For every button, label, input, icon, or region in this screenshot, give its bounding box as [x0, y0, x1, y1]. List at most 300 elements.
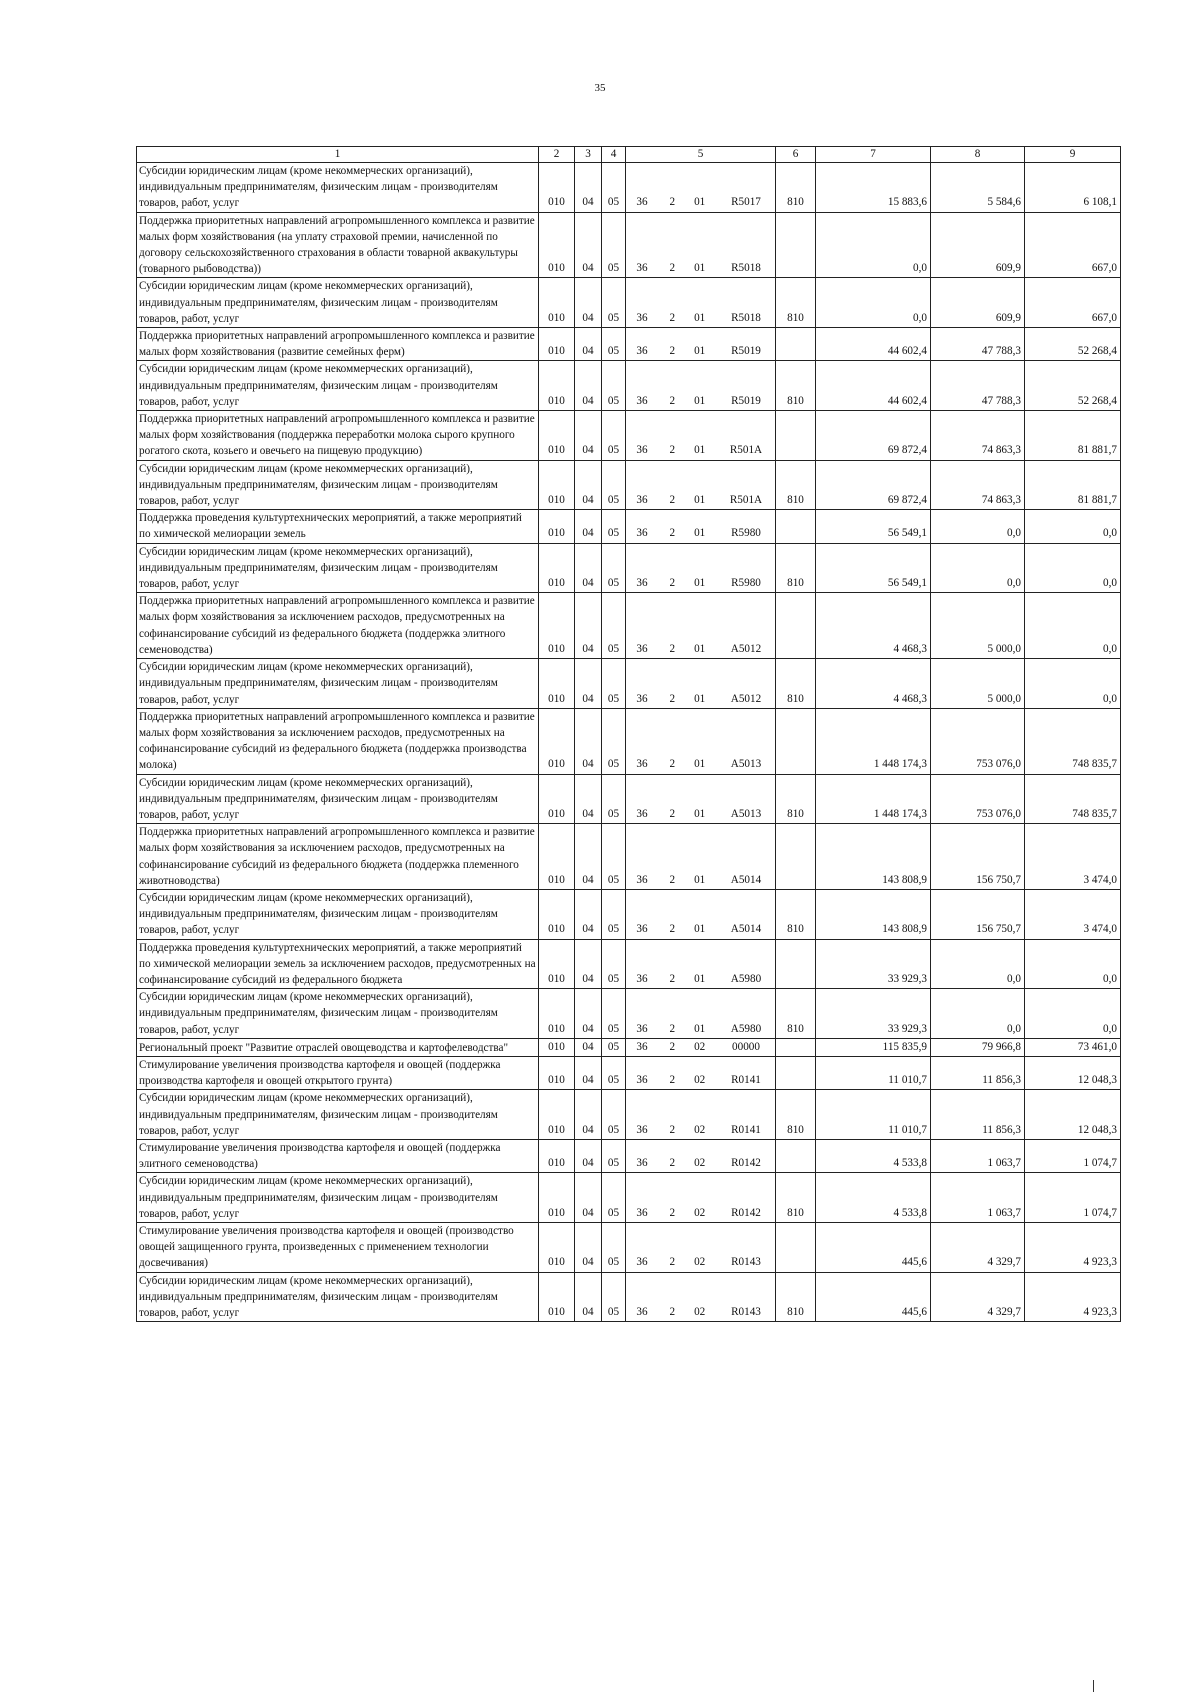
row-ministry-code: 010 [539, 543, 575, 593]
row-target-article [626, 659, 776, 709]
row-section-code: 04 [575, 1139, 602, 1172]
row-amount-col7: 44 602,4 [816, 361, 931, 411]
target-event: 01 [694, 972, 706, 985]
page-number: 35 [594, 82, 606, 94]
row-section-code: 04 [575, 278, 602, 328]
target-event: 01 [694, 345, 706, 358]
row-amount-col8: 5 584,6 [931, 163, 1025, 213]
target-subprogram: 2 [669, 972, 676, 985]
table-row [137, 708, 1121, 774]
target-subprogram: 2 [669, 311, 676, 324]
row-name: Субсидии юридическим лицам (кроме некоммерческих организаций), индивидуальным предпринимателям, физическим лицам - производителям товаров, работ, услуг [137, 460, 539, 510]
row-name: Субсидии юридическим лицам (кроме некоммерческих организаций), индивидуальным предпринимателям, физическим лицам - производителям товаров, работ, услуг [137, 889, 539, 939]
target-direction: R501A [729, 444, 763, 457]
row-subsection-code: 05 [602, 278, 626, 328]
row-amount-col8: 47 788,3 [931, 361, 1025, 411]
row-amount-col9: 4 923,3 [1025, 1272, 1121, 1322]
row-subsection-code: 05 [602, 708, 626, 774]
row-ministry-code: 010 [539, 460, 575, 510]
row-amount-col8: 4 329,7 [931, 1223, 1025, 1273]
row-target-article [626, 1090, 776, 1140]
target-event: 02 [694, 1157, 706, 1170]
row-ministry-code: 010 [539, 1056, 575, 1089]
row-amount-col7: 33 929,3 [816, 939, 931, 989]
row-subsection-code: 05 [602, 659, 626, 709]
row-section-code: 04 [575, 989, 602, 1039]
target-program: 36 [636, 1123, 648, 1136]
row-amount-col8: 74 863,3 [931, 411, 1025, 461]
row-amount-col9: 6 108,1 [1025, 163, 1121, 213]
table-row [137, 328, 1121, 361]
row-amount-col9: 4 923,3 [1025, 1223, 1121, 1273]
target-subprogram: 2 [669, 394, 676, 407]
target-program: 36 [636, 1306, 648, 1319]
row-section-code: 04 [575, 1223, 602, 1273]
row-amount-col7: 69 872,4 [816, 411, 931, 461]
header-cell: 6 [776, 147, 816, 163]
target-direction: R0141 [731, 1123, 761, 1136]
target-program: 36 [636, 972, 648, 985]
row-amount-col8: 156 750,7 [931, 889, 1025, 939]
target-subprogram: 2 [669, 494, 676, 507]
target-direction: R0143 [731, 1256, 761, 1269]
row-target-article [626, 1056, 776, 1089]
row-ministry-code: 010 [539, 593, 575, 659]
row-amount-col9: 52 268,4 [1025, 361, 1121, 411]
row-amount-col9: 81 881,7 [1025, 460, 1121, 510]
row-target-article [626, 543, 776, 593]
row-expense-type [776, 1139, 816, 1172]
target-subprogram: 2 [669, 1123, 676, 1136]
row-amount-col7: 445,6 [816, 1223, 931, 1273]
target-program: 36 [636, 1206, 648, 1219]
target-event: 01 [694, 262, 706, 275]
row-expense-type [776, 510, 816, 543]
target-event: 01 [694, 196, 706, 209]
target-subprogram: 2 [669, 345, 676, 358]
row-ministry-code: 010 [539, 1038, 575, 1056]
target-subprogram: 2 [669, 873, 676, 886]
row-subsection-code: 05 [602, 163, 626, 213]
row-subsection-code: 05 [602, 510, 626, 543]
row-ministry-code: 010 [539, 328, 575, 361]
row-section-code: 04 [575, 889, 602, 939]
row-ministry-code: 010 [539, 889, 575, 939]
row-section-code: 04 [575, 411, 602, 461]
target-direction: A5980 [730, 1022, 762, 1035]
row-expense-type [776, 708, 816, 774]
row-amount-col9: 0,0 [1025, 543, 1121, 593]
row-amount-col7: 4 533,8 [816, 1173, 931, 1223]
row-amount-col8: 1 063,7 [931, 1173, 1025, 1223]
target-event: 01 [694, 923, 706, 936]
target-program: 36 [636, 1074, 648, 1087]
row-target-article [626, 361, 776, 411]
target-event: 02 [694, 1123, 706, 1136]
target-program: 36 [636, 577, 648, 590]
table-row [137, 1272, 1121, 1322]
target-direction: A5012 [730, 692, 762, 705]
row-section-code: 04 [575, 543, 602, 593]
header-cell: 3 [575, 147, 602, 163]
target-direction: A5013 [730, 807, 762, 820]
table-row [137, 889, 1121, 939]
row-amount-col7: 4 533,8 [816, 1139, 931, 1172]
row-amount-col9: 667,0 [1025, 278, 1121, 328]
row-amount-col8: 5 000,0 [931, 659, 1025, 709]
row-target-article [626, 1038, 776, 1056]
row-amount-col8: 0,0 [931, 939, 1025, 989]
row-name: Субсидии юридическим лицам (кроме некоммерческих организаций), индивидуальным предпринимателям, физическим лицам - производителям товаров, работ, услуг [137, 163, 539, 213]
target-direction: R5018 [731, 311, 761, 324]
target-program: 36 [636, 642, 648, 655]
row-expense-type: 810 [776, 1272, 816, 1322]
header-cell: 4 [602, 147, 626, 163]
target-subprogram: 2 [669, 923, 676, 936]
table-row [137, 212, 1121, 278]
target-program: 36 [636, 692, 648, 705]
target-direction: A5012 [730, 642, 762, 655]
row-section-code: 04 [575, 1173, 602, 1223]
row-amount-col9: 0,0 [1025, 593, 1121, 659]
row-section-code: 04 [575, 1090, 602, 1140]
row-name: Субсидии юридическим лицам (кроме некоммерческих организаций), индивидуальным предпринимателям, физическим лицам - производителям товаров, работ, услуг [137, 1173, 539, 1223]
row-subsection-code: 05 [602, 460, 626, 510]
target-event: 01 [694, 873, 706, 886]
target-event: 02 [694, 1074, 706, 1087]
row-ministry-code: 010 [539, 989, 575, 1039]
row-expense-type: 810 [776, 543, 816, 593]
row-ministry-code: 010 [539, 510, 575, 543]
row-name: Поддержка проведения культуртехнических мероприятий, а также мероприятий по химической мелиорации земель за исключением расходов, предусмотренных на софинансирование субсидий из федерального бюджета [137, 939, 539, 989]
row-expense-type: 810 [776, 774, 816, 824]
row-amount-col8: 4 329,7 [931, 1272, 1025, 1322]
row-ministry-code: 010 [539, 278, 575, 328]
target-direction: A5980 [730, 972, 762, 985]
table-row [137, 1038, 1121, 1056]
row-expense-type: 810 [776, 889, 816, 939]
target-subprogram: 2 [669, 527, 676, 540]
row-amount-col7: 445,6 [816, 1272, 931, 1322]
row-expense-type: 810 [776, 989, 816, 1039]
row-ministry-code: 010 [539, 212, 575, 278]
row-subsection-code: 05 [602, 939, 626, 989]
row-name: Поддержка проведения культуртехнических мероприятий, а также мероприятий по химической мелиорации земель [137, 510, 539, 543]
row-target-article [626, 328, 776, 361]
table-row [137, 1223, 1121, 1273]
target-program: 36 [636, 311, 648, 324]
row-target-article [626, 824, 776, 890]
target-event: 01 [694, 758, 706, 771]
row-amount-col8: 74 863,3 [931, 460, 1025, 510]
target-event: 01 [694, 577, 706, 590]
row-name: Субсидии юридическим лицам (кроме некоммерческих организаций), индивидуальным предпринимателям, физическим лицам - производителям товаров, работ, услуг [137, 774, 539, 824]
row-section-code: 04 [575, 212, 602, 278]
row-subsection-code: 05 [602, 1272, 626, 1322]
row-subsection-code: 05 [602, 889, 626, 939]
row-amount-col7: 1 448 174,3 [816, 708, 931, 774]
target-subprogram: 2 [669, 444, 676, 457]
row-target-article [626, 939, 776, 989]
header-cell: 8 [931, 147, 1025, 163]
row-amount-col7: 1 448 174,3 [816, 774, 931, 824]
row-expense-type [776, 212, 816, 278]
row-section-code: 04 [575, 774, 602, 824]
row-section-code: 04 [575, 939, 602, 989]
target-direction: R0142 [731, 1206, 761, 1219]
row-section-code: 04 [575, 1272, 602, 1322]
row-target-article [626, 593, 776, 659]
row-ministry-code: 010 [539, 774, 575, 824]
row-expense-type [776, 939, 816, 989]
row-name: Поддержка приоритетных направлений агропромышленного комплекса и развитие малых форм хозяйствования за исключением расходов, предусмотренных на софинансирование субсидий из федерального бюджета (поддержка элитного семеноводства) [137, 593, 539, 659]
target-program: 36 [636, 873, 648, 886]
row-amount-col9: 3 474,0 [1025, 889, 1121, 939]
row-ministry-code: 010 [539, 824, 575, 890]
target-subprogram: 2 [669, 1040, 676, 1053]
row-ministry-code: 010 [539, 1272, 575, 1322]
row-target-article [626, 989, 776, 1039]
row-amount-col8: 156 750,7 [931, 824, 1025, 890]
row-section-code: 04 [575, 1056, 602, 1089]
table-row [137, 659, 1121, 709]
row-subsection-code: 05 [602, 411, 626, 461]
target-event: 02 [694, 1040, 706, 1053]
row-subsection-code: 05 [602, 989, 626, 1039]
row-target-article [626, 510, 776, 543]
row-amount-col7: 0,0 [816, 278, 931, 328]
row-expense-type [776, 593, 816, 659]
row-name: Поддержка приоритетных направлений агропромышленного комплекса и развитие малых форм хозяйствования (на уплату страховой премии, начисленной по договору сельскохозяйственного страхования в области товарной аквакультуры (товарного рыбоводства)) [137, 212, 539, 278]
row-expense-type [776, 328, 816, 361]
row-amount-col9: 748 835,7 [1025, 708, 1121, 774]
target-direction: A5013 [730, 758, 762, 771]
target-direction: R5980 [731, 577, 761, 590]
row-expense-type [776, 411, 816, 461]
target-subprogram: 2 [669, 758, 676, 771]
row-section-code: 04 [575, 1038, 602, 1056]
row-amount-col7: 15 883,6 [816, 163, 931, 213]
target-subprogram: 2 [669, 807, 676, 820]
table-row [137, 510, 1121, 543]
row-section-code: 04 [575, 708, 602, 774]
header-row [137, 147, 1121, 163]
target-subprogram: 2 [669, 1306, 676, 1319]
row-target-article [626, 889, 776, 939]
row-expense-type [776, 1038, 816, 1056]
target-event: 01 [694, 444, 706, 457]
row-name: Субсидии юридическим лицам (кроме некоммерческих организаций), индивидуальным предпринимателям, физическим лицам - производителям товаров, работ, услуг [137, 1272, 539, 1322]
table-row [137, 824, 1121, 890]
row-amount-col7: 11 010,7 [816, 1090, 931, 1140]
row-amount-col9: 3 474,0 [1025, 824, 1121, 890]
target-direction: R5019 [731, 345, 761, 358]
target-program: 36 [636, 1022, 648, 1035]
table-row [137, 1173, 1121, 1223]
row-target-article [626, 708, 776, 774]
target-subprogram: 2 [669, 692, 676, 705]
row-ministry-code: 010 [539, 1090, 575, 1140]
header-cell: 9 [1025, 147, 1121, 163]
row-expense-type: 810 [776, 278, 816, 328]
row-amount-col7: 56 549,1 [816, 543, 931, 593]
target-direction: R5018 [731, 262, 761, 275]
target-direction: R0142 [731, 1157, 761, 1170]
row-subsection-code: 05 [602, 774, 626, 824]
row-expense-type [776, 1223, 816, 1273]
row-subsection-code: 05 [602, 328, 626, 361]
row-subsection-code: 05 [602, 361, 626, 411]
row-name: Субсидии юридическим лицам (кроме некоммерческих организаций), индивидуальным предпринимателям, физическим лицам - производителям товаров, работ, услуг [137, 278, 539, 328]
row-section-code: 04 [575, 593, 602, 659]
row-amount-col7: 4 468,3 [816, 659, 931, 709]
row-amount-col8: 11 856,3 [931, 1090, 1025, 1140]
row-amount-col8: 11 856,3 [931, 1056, 1025, 1089]
target-program: 36 [636, 1040, 648, 1053]
row-subsection-code: 05 [602, 1090, 626, 1140]
row-subsection-code: 05 [602, 1139, 626, 1172]
table-row [137, 411, 1121, 461]
row-amount-col8: 0,0 [931, 989, 1025, 1039]
target-direction: A5014 [730, 923, 762, 936]
target-program: 36 [636, 262, 648, 275]
row-amount-col7: 143 808,9 [816, 889, 931, 939]
target-program: 36 [636, 196, 648, 209]
target-program: 36 [636, 1256, 648, 1269]
target-direction: A5014 [730, 873, 762, 886]
table-row [137, 543, 1121, 593]
row-amount-col9: 12 048,3 [1025, 1056, 1121, 1089]
row-name: Стимулирование увеличения производства картофеля и овощей (поддержка производства картофеля и овощей открытого грунта) [137, 1056, 539, 1089]
row-expense-type [776, 824, 816, 890]
row-target-article [626, 460, 776, 510]
row-amount-col7: 115 835,9 [816, 1038, 931, 1056]
header-cell: 2 [539, 147, 575, 163]
target-event: 01 [694, 394, 706, 407]
header-cell: 5 [626, 147, 776, 163]
row-amount-col8: 609,9 [931, 278, 1025, 328]
row-amount-col9: 748 835,7 [1025, 774, 1121, 824]
row-name: Поддержка приоритетных направлений агропромышленного комплекса и развитие малых форм хозяйствования за исключением расходов, предусмотренных на софинансирование субсидий из федерального бюджета (поддержка племенного животноводства) [137, 824, 539, 890]
row-amount-col7: 69 872,4 [816, 460, 931, 510]
target-event: 01 [694, 494, 706, 507]
row-ministry-code: 010 [539, 708, 575, 774]
target-program: 36 [636, 394, 648, 407]
row-expense-type [776, 1056, 816, 1089]
row-name: Субсидии юридическим лицам (кроме некоммерческих организаций), индивидуальным предпринимателям, физическим лицам - производителям товаров, работ, услуг [137, 543, 539, 593]
row-amount-col7: 143 808,9 [816, 824, 931, 890]
row-amount-col8: 753 076,0 [931, 708, 1025, 774]
row-subsection-code: 05 [602, 593, 626, 659]
target-program: 36 [636, 494, 648, 507]
target-event: 02 [694, 1206, 706, 1219]
row-amount-col9: 81 881,7 [1025, 411, 1121, 461]
row-ministry-code: 010 [539, 659, 575, 709]
row-section-code: 04 [575, 328, 602, 361]
row-amount-col8: 609,9 [931, 212, 1025, 278]
target-program: 36 [636, 923, 648, 936]
row-name: Поддержка приоритетных направлений агропромышленного комплекса и развитие малых форм хозяйствования (поддержка переработки молока сырого крупного рогатого скота, козьего и овечьего на пищевую продукцию) [137, 411, 539, 461]
row-subsection-code: 05 [602, 212, 626, 278]
target-event: 01 [694, 1022, 706, 1035]
row-expense-type: 810 [776, 460, 816, 510]
table-row [137, 361, 1121, 411]
target-subprogram: 2 [669, 1206, 676, 1219]
table-row [137, 774, 1121, 824]
row-expense-type: 810 [776, 1173, 816, 1223]
row-amount-col9: 52 268,4 [1025, 328, 1121, 361]
row-subsection-code: 05 [602, 1223, 626, 1273]
table-row [137, 593, 1121, 659]
row-expense-type: 810 [776, 163, 816, 213]
target-direction: R0143 [731, 1306, 761, 1319]
table-row [137, 278, 1121, 328]
row-amount-col7: 44 602,4 [816, 328, 931, 361]
target-event: 01 [694, 642, 706, 655]
target-direction: R5017 [731, 196, 761, 209]
row-target-article [626, 1223, 776, 1273]
row-section-code: 04 [575, 659, 602, 709]
scan-mark [1093, 1680, 1094, 1692]
row-amount-col7: 33 929,3 [816, 989, 931, 1039]
row-amount-col9: 0,0 [1025, 939, 1121, 989]
target-direction: 00000 [732, 1040, 760, 1053]
row-ministry-code: 010 [539, 939, 575, 989]
row-target-article [626, 163, 776, 213]
target-direction: R5980 [731, 527, 761, 540]
row-amount-col8: 0,0 [931, 510, 1025, 543]
row-amount-col9: 667,0 [1025, 212, 1121, 278]
target-subprogram: 2 [669, 577, 676, 590]
row-amount-col8: 753 076,0 [931, 774, 1025, 824]
row-ministry-code: 010 [539, 411, 575, 461]
row-amount-col8: 0,0 [931, 543, 1025, 593]
row-amount-col9: 1 074,7 [1025, 1173, 1121, 1223]
row-section-code: 04 [575, 361, 602, 411]
row-target-article [626, 1139, 776, 1172]
target-subprogram: 2 [669, 642, 676, 655]
row-subsection-code: 05 [602, 1173, 626, 1223]
table-row [137, 163, 1121, 213]
row-ministry-code: 010 [539, 1223, 575, 1273]
row-section-code: 04 [575, 510, 602, 543]
target-program: 36 [636, 758, 648, 771]
row-name: Поддержка приоритетных направлений агропромышленного комплекса и развитие малых форм хозяйствования за исключением расходов, предусмотренных на софинансирование субсидий из федерального бюджета (поддержка производства молока) [137, 708, 539, 774]
header-cell: 1 [137, 147, 539, 163]
target-event: 01 [694, 527, 706, 540]
row-amount-col7: 11 010,7 [816, 1056, 931, 1089]
row-ministry-code: 010 [539, 1139, 575, 1172]
row-section-code: 04 [575, 824, 602, 890]
row-ministry-code: 010 [539, 1173, 575, 1223]
table-row [137, 989, 1121, 1039]
row-expense-type: 810 [776, 1090, 816, 1140]
row-target-article [626, 278, 776, 328]
target-direction: R5019 [731, 394, 761, 407]
target-subprogram: 2 [669, 196, 676, 209]
target-program: 36 [636, 1157, 648, 1170]
row-amount-col9: 0,0 [1025, 659, 1121, 709]
row-amount-col8: 79 966,8 [931, 1038, 1025, 1056]
row-name: Стимулирование увеличения производства картофеля и овощей (поддержка элитного семеноводства) [137, 1139, 539, 1172]
target-direction: R0141 [731, 1074, 761, 1087]
target-subprogram: 2 [669, 1157, 676, 1170]
row-target-article [626, 1272, 776, 1322]
target-subprogram: 2 [669, 1256, 676, 1269]
target-direction: R501A [729, 494, 763, 507]
row-subsection-code: 05 [602, 543, 626, 593]
target-event: 01 [694, 311, 706, 324]
